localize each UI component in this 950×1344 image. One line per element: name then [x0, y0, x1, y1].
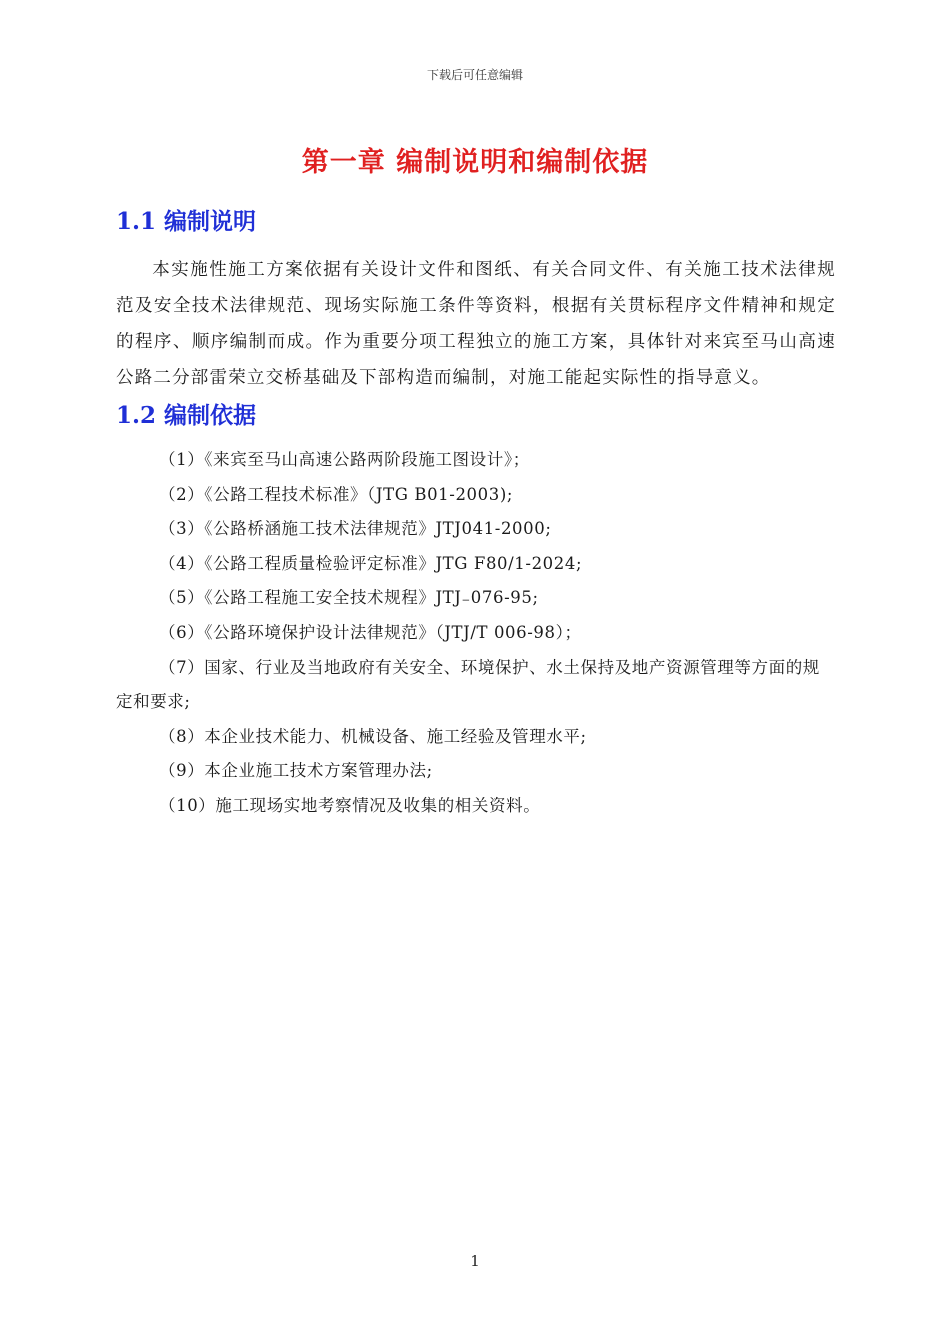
reference-item: （6）《公路环境保护设计法律规范》（JTJ/T 006-98）；	[159, 622, 582, 642]
reference-item: （10）施工现场实地考察情况及收集的相关资料。	[159, 795, 541, 815]
reference-item: （5）《公路工程施工安全技术规程》JTJ₋076-95;	[159, 588, 539, 608]
section-1-1-paragraph	[116, 252, 836, 396]
reference-item: （2）《公路工程技术标准》（JTG B01-2003);	[159, 484, 514, 504]
section-heading-1-2: 1.2 编制依据	[116, 402, 257, 429]
chapter-title: 第一章 编制说明和编制依据	[301, 147, 649, 178]
paragraph-text: 本实施性施工方案依据有关设计文件和图纸、有关合同文件、有关施工技术法律规范及安全技术法律规范、现场实际施工条件等资料，根据有关贯标程序文件精神和规定的程序、顺序编制而成。作为重要分项工程独立的施工方案，具体针对来宾至马山高速公路二分部雷荣立交桥基础及下部构造而编制，对施工能起实际性的指导意义。	[116, 260, 836, 388]
reference-item: （1）《来宾至马山高速公路两阶段施工图设计》；	[159, 450, 530, 469]
reference-item: （3）《公路桥涵施工技术法律规范》JTJ041-2000;	[159, 519, 552, 539]
page-number: 1	[470, 1252, 480, 1270]
reference-item: （4）《公路工程质量检验评定标准》JTG F80/1-2024;	[159, 553, 583, 573]
reference-item: （7）国家、行业及当地政府有关安全、环境保护、水土保持及地产资源管理等方面的规定和要求;	[116, 657, 820, 712]
section-heading-1-1: 1.1 编制说明	[116, 208, 257, 235]
reference-list	[116, 443, 836, 824]
page-header-note: 下载后可任意编辑	[426, 68, 523, 82]
reference-item: （9）本企业施工技术方案管理办法;	[159, 761, 433, 781]
reference-item: （8）本企业技术能力、机械设备、施工经验及管理水平;	[159, 726, 587, 746]
